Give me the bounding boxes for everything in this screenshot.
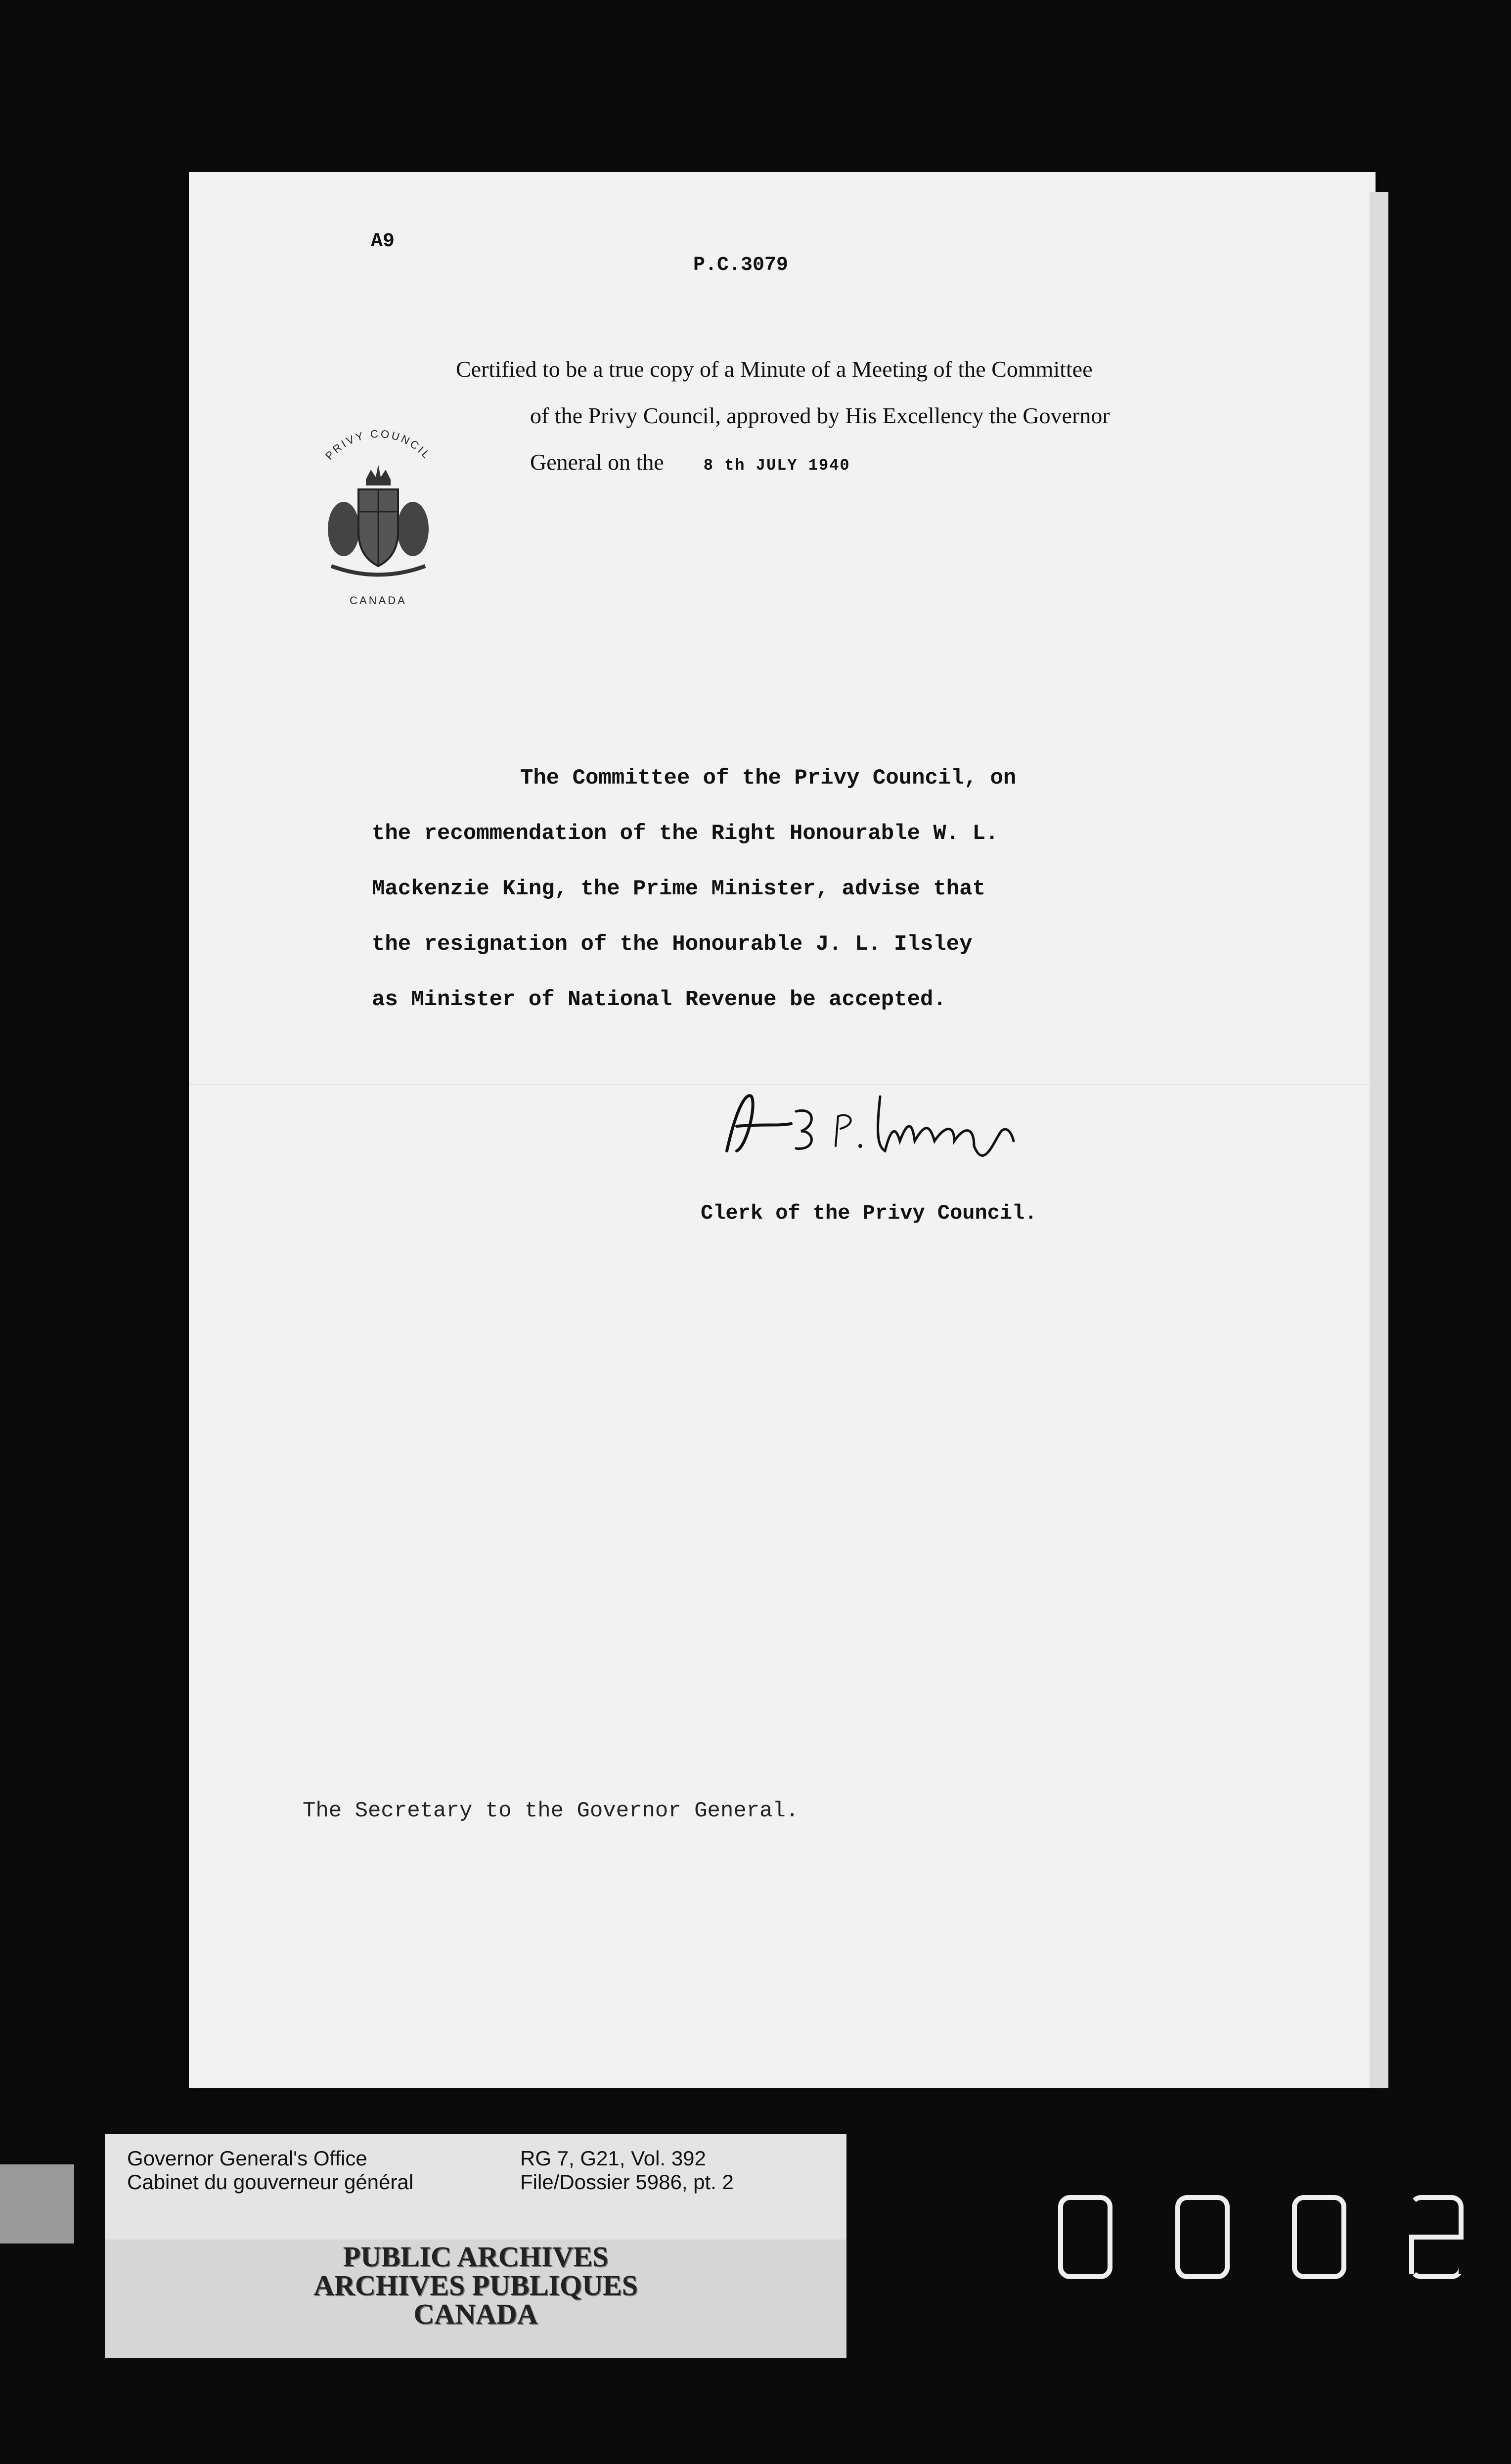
certification-line-3-text: General on the [530, 449, 664, 475]
certification-line-2: of the Privy Council, approved by His Excellency the Governor [530, 403, 1110, 428]
certification-date: 8 th JULY 1940 [703, 456, 850, 475]
microfilm-frame-number [1058, 2195, 1464, 2279]
archive-reference [520, 2147, 734, 2194]
body-line: The Committee of the Privy Council, on [520, 766, 1017, 791]
office-name-en: Governor General's Office [127, 2147, 367, 2170]
minute-body [372, 750, 1163, 1027]
frame-digit [1058, 2195, 1112, 2279]
certification-line-1: Certified to be a true copy of a Minute of a Meeting of the Committee [456, 356, 1093, 382]
archive-office [127, 2147, 413, 2194]
privy-council-seal-icon [297, 425, 460, 613]
svg-text:PRIVY COUNCIL [323, 428, 434, 462]
archive-reference-label [105, 2134, 846, 2240]
certification-line-3 [456, 439, 1296, 489]
frame-digit [1292, 2195, 1346, 2279]
document-page [189, 172, 1376, 2088]
page-edge-shadow [1370, 192, 1388, 2088]
certification-statement [456, 346, 1296, 489]
record-group-reference: RG 7, G21, Vol. 392 [520, 2147, 706, 2170]
body-line: the resignation of the Honourable J. L. Ilsley [372, 932, 973, 957]
file-reference: File/Dossier 5986, pt. 2 [520, 2170, 734, 2194]
order-in-council-number: P.C.3079 [693, 254, 789, 276]
frame-digit [1175, 2195, 1230, 2279]
body-line: as Minister of National Revenue be accepted. [372, 987, 946, 1012]
clerk-title: Clerk of the Privy Council. [701, 1201, 1037, 1225]
seal-text-bottom: CANADA [350, 594, 407, 607]
stamp-line-2: ARCHIVES PUBLIQUES [313, 2269, 638, 2301]
frame-digit [1409, 2195, 1464, 2279]
public-archives-stamp [105, 2240, 846, 2358]
clerk-signature [717, 1077, 1033, 1176]
addressee-line: The Secretary to the Governor General. [303, 1799, 799, 1823]
seal-text-top: PRIVY COUNCIL [322, 427, 434, 462]
body-line: Mackenzie King, the Prime Minister, advise that [372, 877, 986, 901]
stamp-line-3: CANADA [413, 2298, 538, 2330]
stamp-line-1: PUBLIC ARCHIVES [343, 2241, 609, 2273]
archive-code: A9 [371, 230, 395, 253]
office-name-fr: Cabinet du gouverneur général [127, 2170, 414, 2194]
body-line: the recommendation of the Right Honourable W. L. [372, 821, 999, 846]
film-strip-edge [0, 2164, 74, 2244]
